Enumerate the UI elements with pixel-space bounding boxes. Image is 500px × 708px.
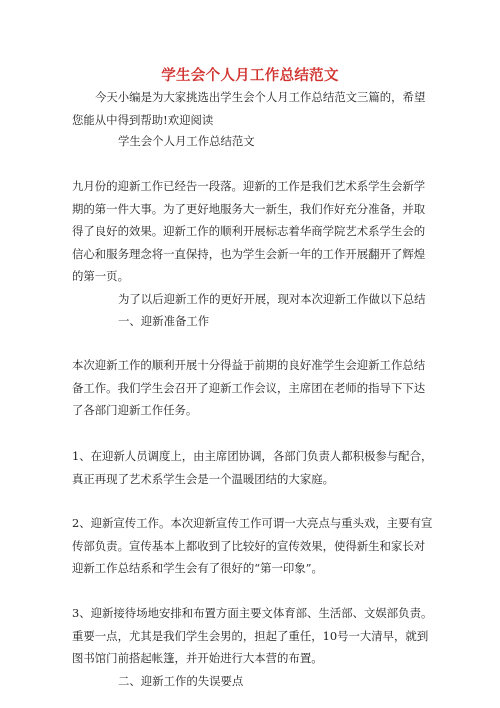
heading-preparation: 一、迎新准备工作	[118, 314, 210, 328]
subtitle: 学生会个人月工作总结范文	[118, 134, 255, 148]
paragraph-item-1: 1、在迎新人员调度上，由主席团协调，各部门负责人都积极参与配合，真正再现了艺术系学生会是一个温暖团结的大家庭。	[72, 449, 433, 486]
paragraph-item-3: 3、迎新接待场地安排和布置方面主要文体育部、生活部、文娱部负责。重要一点，尤其是我们学生会男的，担起了重任，10号一大清早，就到图书馆门前搭起帐篷，并开始进行大本营的布置。	[72, 606, 433, 665]
paragraph-preparation: 本次迎新工作的顺利开展十分得益于前期的良好准学生会迎新工作总结备工作。我们学生会召开了迎新工作会议，主席团在老师的指导下下达了各部门迎新工作任务。	[72, 358, 426, 417]
document-title: 学生会个人月工作总结范文	[161, 68, 339, 84]
paragraph-item-2: 2、迎新宣传工作。本次迎新宣传工作可谓一大亮点与重头戏，主要有宣传部负责。宣传基本上都收到了比较好的宣传效果，使得新生和家长对迎新工作总结系和学生会有了很好的“第一印象”。	[72, 516, 433, 575]
intro-paragraph: 今天小编是为大家挑选出学生会个人月工作总结范文三篇的，希望您能从中得到帮助!欢迎阅读	[72, 90, 426, 127]
paragraph-overview: 九月份的迎新工作已经告一段落。迎新的工作是我们艺术系学生会新学期的第一件大事。为了更好地服务大一新生，我们作好充分准备，并取得了良好的效果。迎新工作的顺利开展标志着华商学院艺术系学生会的信心和服务理念将一直保持，也为学生会新一年的工作开展翻开了辉煌的第一页。	[72, 179, 426, 283]
paragraph-summary-lead: 为了以后迎新工作的更好开展，现对本次迎新工作做以下总结	[118, 292, 426, 306]
heading-mistakes: 二、迎新工作的失误要点	[118, 674, 244, 688]
